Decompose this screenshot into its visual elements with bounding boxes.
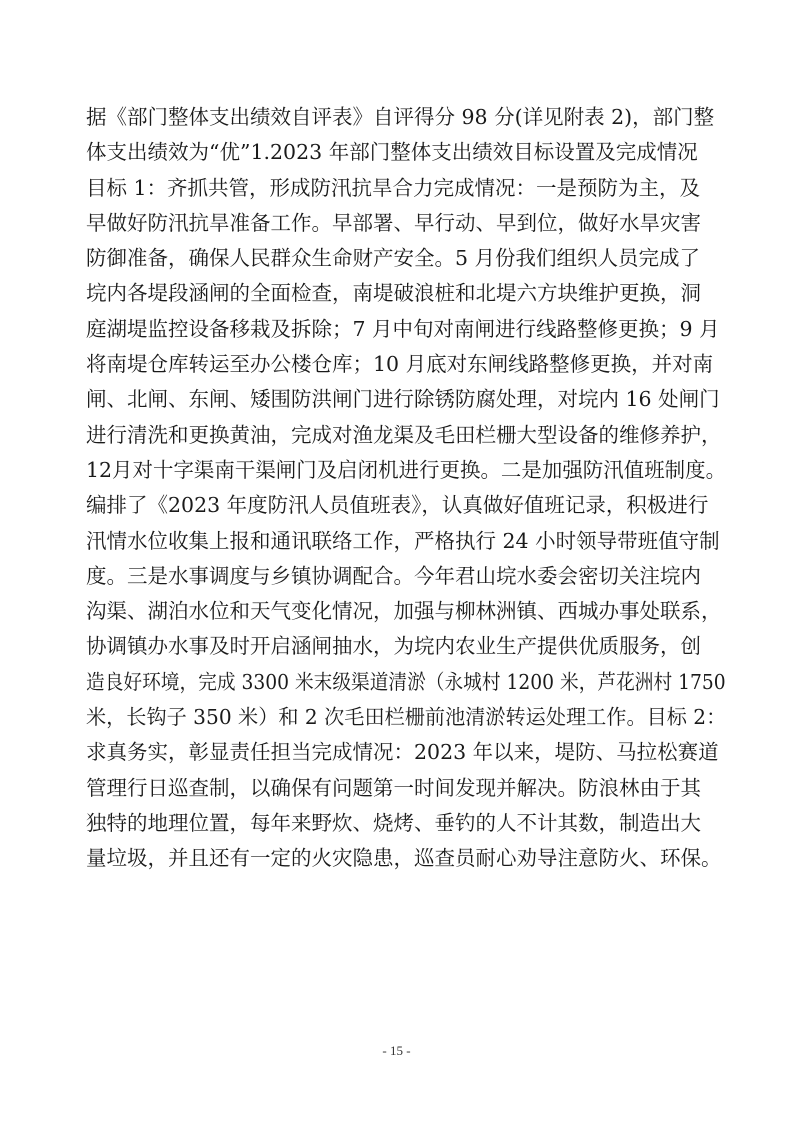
text-line-13: 汛情水位收集上报和通讯联络工作，严格执行 24 小时领导带班值守制: [86, 528, 720, 553]
text-line-6: 垸内各堤段涵闸的全面检查，南堤破浪桩和北堤六方块维护更换，洞: [86, 281, 701, 306]
text-line-21: 独特的地理位置，每年来野炊、烧烤、垂钓的人不计其数，制造出大: [86, 810, 701, 835]
page-number: - 15 -: [382, 1043, 411, 1058]
text-line-7: 庭湖堤监控设备移栽及拆除；7 月中旬对南闸进行线路整修更换；9 月: [86, 316, 720, 341]
text-line-4: 早做好防汛抗旱准备工作。早部署、早行动、早到位，做好水旱灾害: [86, 210, 701, 235]
text-line-8: 将南堤仓库转运至办公楼仓库；10 月底对东闸线路整修更换，并对南: [86, 352, 714, 377]
body-paragraph: [86, 100, 726, 877]
text-line-9: 闸、北闸、东闸、矮围防洪闸门进行除锈防腐处理，对垸内 16 处闸门: [86, 387, 720, 412]
text-line-2: 体支出绩效为“优”1.2023 年部门整体支出绩效目标设置及完成情况: [86, 140, 698, 165]
text-line-22: 量垃圾，并且还有一定的火灾隐患，巡查员耐心劝导注意防火、环保。: [86, 846, 722, 871]
text-line-14: 度。三是水事调度与乡镇协调配合。今年君山垸水委会密切关注垸内: [86, 563, 701, 588]
text-line-10: 进行清洗和更换黄油，完成对渔龙渠及毛田栏栅大型设备的维修养护，: [86, 422, 722, 447]
text-line-5: 防御准备，确保人民群众生命财产安全。5 月份我们组织人员完成了: [86, 246, 701, 271]
text-line-16: 协调镇办水事及时开启涵闸抽水，为垸内农业生产提供优质服务，创: [86, 634, 701, 659]
text-line-18: 米，长钩子 350 米）和 2 次毛田栏栅前池清淤转运处理工作。目标 2：: [86, 705, 727, 730]
text-line-3: 目标 1：齐抓共管，形成防汛抗旱合力完成情况：一是预防为主，及: [86, 175, 701, 200]
text-line-12: 编排了《2023 年度防汛人员值班表》，认真做好值班记录，积极进行: [86, 493, 709, 518]
text-line-11: 12月对十字渠南干渠闸门及启闭机进行更换。二是加强防汛值班制度。: [86, 457, 727, 482]
text-line-1: 据《部门整体支出绩效自评表》自评得分 98 分(详见附表 2)，部门整: [86, 105, 715, 129]
text-line-19: 求真务实，彰显责任担当完成情况：2023 年以来，堤防、马拉松赛道: [86, 740, 719, 765]
text-line-17: 造良好环境，完成 3300 米末级渠道清淤（永城村 1200 米，芦花洲村 1750: [86, 669, 726, 694]
text-line-15: 沟渠、湖泊水位和天气变化情况，加强与柳林洲镇、西城办事处联系，: [86, 599, 722, 624]
text-line-20: 管理行日巡查制，以确保有问题第一时间发现并解决。防浪林由于其: [86, 775, 701, 800]
